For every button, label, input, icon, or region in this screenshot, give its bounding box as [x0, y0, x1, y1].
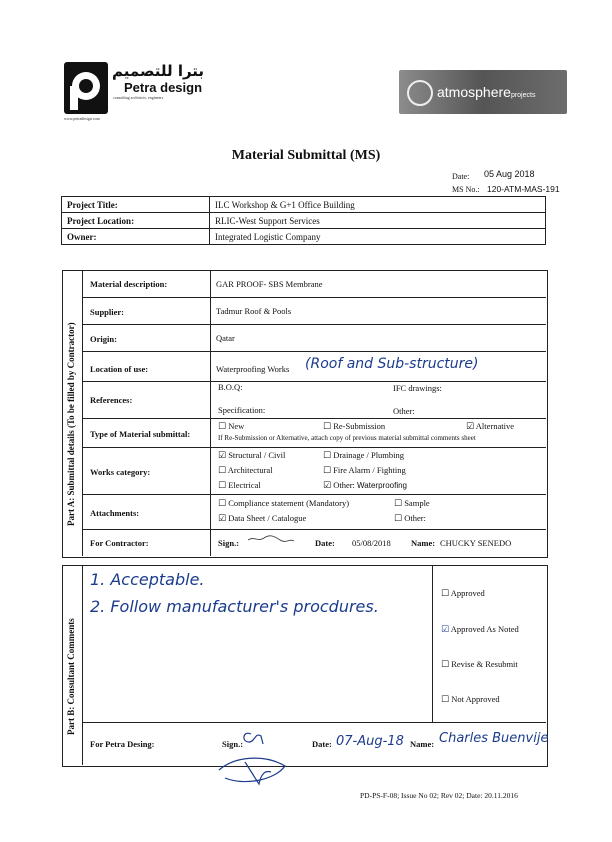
works-architectural[interactable] — [218, 465, 273, 476]
project-title-value: ILC Workshop & G+1 Office Building — [210, 197, 546, 213]
petra-date-value: 07-Aug-18 — [336, 734, 404, 749]
petra-label: For Petra Desing: — [90, 739, 155, 749]
petra-name-value: Charles Buenvije — [439, 731, 549, 746]
attach-compliance[interactable] — [218, 498, 349, 509]
checkbox-checked-icon[interactable]: ☑ — [323, 481, 332, 491]
table-row — [62, 213, 546, 229]
row-divider — [82, 381, 546, 382]
ifc-label: IFC drawings: — [393, 383, 442, 393]
comment-1: 1. Acceptable. — [90, 570, 205, 589]
row-divider — [82, 494, 546, 495]
logo-arabic: بترا للتصميم — [112, 62, 205, 80]
works-drainage-label: Drainage / Plumbing — [333, 450, 405, 460]
contractor-label: For Contractor: — [90, 538, 149, 548]
date-value: 05 Aug 2018 — [484, 169, 535, 179]
attach-other[interactable] — [394, 513, 426, 524]
petra-date-label: Date: — [312, 739, 332, 749]
works-structural-label: Structural / Civil — [228, 450, 286, 460]
material-value: GAR PROOF- SBS Membrane — [216, 279, 323, 289]
checkbox-checked-icon[interactable]: ☑ — [218, 451, 227, 461]
type-alternative[interactable] — [466, 421, 514, 432]
origin-value: Qatar — [216, 333, 235, 343]
contractor-signature — [246, 532, 296, 546]
location-value: Waterproofing Works — [216, 364, 290, 374]
row-divider — [82, 529, 546, 530]
attachments-label: Attachments: — [90, 508, 140, 518]
works-electrical[interactable] — [218, 480, 261, 491]
part-b-side-label: Part B: Consultant Comments — [66, 618, 76, 735]
part-a-side-label: Part A: Submittal details (To be filled by Contractor) — [66, 322, 76, 526]
checkbox-empty-icon[interactable]: ☐ — [218, 499, 227, 509]
table-row — [62, 229, 546, 245]
logo-name: Petra design — [124, 80, 203, 95]
row-divider — [82, 324, 546, 325]
origin-label: Origin: — [90, 334, 117, 344]
row-divider — [82, 351, 546, 352]
column-divider — [210, 270, 211, 556]
checkbox-empty-icon[interactable]: ☐ — [441, 660, 450, 670]
checkbox-checked-icon[interactable]: ☑ — [466, 422, 475, 432]
page-title: Material Submittal (MS) — [231, 148, 381, 163]
attach-compliance-label: Compliance statement (Mandatory) — [228, 498, 350, 508]
attach-sample[interactable] — [394, 498, 430, 509]
checkbox-checked-icon[interactable]: ☑ — [441, 625, 450, 635]
works-label: Works category: — [90, 467, 151, 477]
boq-label: B.O.Q: — [218, 382, 243, 392]
works-architectural-label: Architectural — [227, 465, 273, 475]
material-label: Material description: — [90, 279, 168, 289]
footer-doc-code: PD-PS-F-08; Issue No 02; Rev 02; Date: 20.11.2016 — [360, 791, 518, 800]
works-fire[interactable] — [323, 465, 406, 476]
column-divider — [432, 565, 433, 722]
petra-sign-label: Sign.: — [222, 739, 244, 749]
owner-label: Owner: — [62, 229, 210, 245]
type-resub-label: Re-Submission — [333, 421, 386, 431]
logo-website: www.petradesign.com — [64, 116, 100, 121]
logo-tagline: consulting architects, engineers — [113, 95, 164, 100]
works-other[interactable] — [323, 480, 407, 491]
petra-name-label: Name: — [410, 739, 435, 749]
checkbox-empty-icon[interactable]: ☐ — [441, 589, 450, 599]
option-not-approved[interactable] — [441, 694, 500, 705]
contractor-name-value: CHUCKY SENEDO — [440, 538, 512, 548]
option-approved-noted[interactable] — [441, 624, 519, 635]
type-new-label: New — [228, 421, 245, 431]
supplier-label: Supplier: — [90, 307, 125, 317]
attach-other-label: Other: — [404, 513, 426, 523]
date-label: Date: — [452, 172, 470, 181]
project-table — [61, 196, 546, 245]
project-title-label: Project Title: — [62, 197, 210, 213]
petra-signature — [215, 726, 295, 790]
petra-logo-icon — [64, 62, 108, 114]
option-not-approved-label: Not Approved — [451, 694, 500, 704]
option-revise-label: Revise & Resubmit — [451, 659, 518, 669]
row-divider — [82, 722, 546, 723]
petra-logo-mark — [64, 62, 108, 114]
option-approved-label: Approved — [450, 588, 485, 598]
owner-value: Integrated Logistic Company — [210, 229, 546, 245]
option-approved[interactable] — [441, 588, 485, 599]
works-drainage[interactable] — [323, 450, 404, 461]
type-new[interactable] — [218, 421, 244, 432]
contractor-date-value: 05/08/2018 — [352, 538, 391, 548]
checkbox-empty-icon[interactable]: ☐ — [394, 499, 403, 509]
attach-datasheet[interactable] — [218, 513, 306, 524]
comment-2: 2. Follow manufacturer's procdures. — [90, 597, 379, 616]
location-handwritten: (Roof and Sub-structure) — [305, 356, 479, 372]
checkbox-empty-icon[interactable]: ☐ — [218, 422, 227, 432]
checkbox-empty-icon[interactable]: ☐ — [394, 514, 403, 524]
references-label: References: — [90, 395, 133, 405]
location-label: Location of use: — [90, 364, 149, 374]
atmosphere-logo-text: atmosphereprojects — [437, 84, 536, 100]
checkbox-empty-icon[interactable]: ☐ — [218, 481, 227, 491]
type-resubmission[interactable] — [323, 421, 385, 432]
specification-label: Specification: — [218, 405, 266, 415]
checkbox-empty-icon[interactable]: ☐ — [218, 466, 227, 476]
contractor-name-label: Name: — [411, 538, 436, 548]
type-note: If Re-Submission or Alternative, attach copy of previous material submittal comments sheet — [218, 434, 476, 442]
ms-value: 120-ATM-MAS-191 — [487, 184, 560, 194]
contractor-date-label: Date: — [315, 538, 335, 548]
row-divider — [82, 447, 546, 448]
checkbox-empty-icon[interactable]: ☐ — [323, 451, 332, 461]
ms-label: MS No.: — [452, 185, 480, 194]
option-approved-noted-label: Approved As Noted — [450, 624, 519, 634]
atmosphere-circle-icon — [407, 80, 433, 106]
checkbox-empty-icon[interactable]: ☐ — [323, 466, 332, 476]
type-alt-label: Alternative — [475, 421, 514, 431]
supplier-value: Tadmur Roof & Pools — [216, 306, 292, 316]
type-label: Type of Material submittal: — [90, 429, 191, 439]
works-electrical-label: Electrical — [228, 480, 261, 490]
checkbox-empty-icon[interactable]: ☐ — [323, 422, 332, 432]
row-divider — [82, 297, 546, 298]
contractor-sign-label: Sign.: — [218, 538, 240, 548]
project-location-value: RLIC-West Support Services — [210, 213, 546, 229]
checkbox-checked-icon[interactable]: ☑ — [218, 514, 227, 524]
works-structural[interactable] — [218, 450, 285, 461]
attach-datasheet-label: Data Sheet / Catalogue — [228, 513, 307, 523]
checkbox-empty-icon[interactable]: ☐ — [441, 695, 450, 705]
works-other-value: Waterproofing — [357, 481, 407, 490]
project-location-label: Project Location: — [62, 213, 210, 229]
table-row — [62, 197, 546, 213]
other-reference-label: Other: — [393, 406, 415, 416]
attach-sample-label: Sample — [404, 498, 430, 508]
works-fire-label: Fire Alarm / Fighting — [333, 465, 406, 475]
option-revise[interactable] — [441, 659, 518, 670]
works-other-label: Other: — [333, 480, 355, 490]
row-divider — [82, 418, 546, 419]
